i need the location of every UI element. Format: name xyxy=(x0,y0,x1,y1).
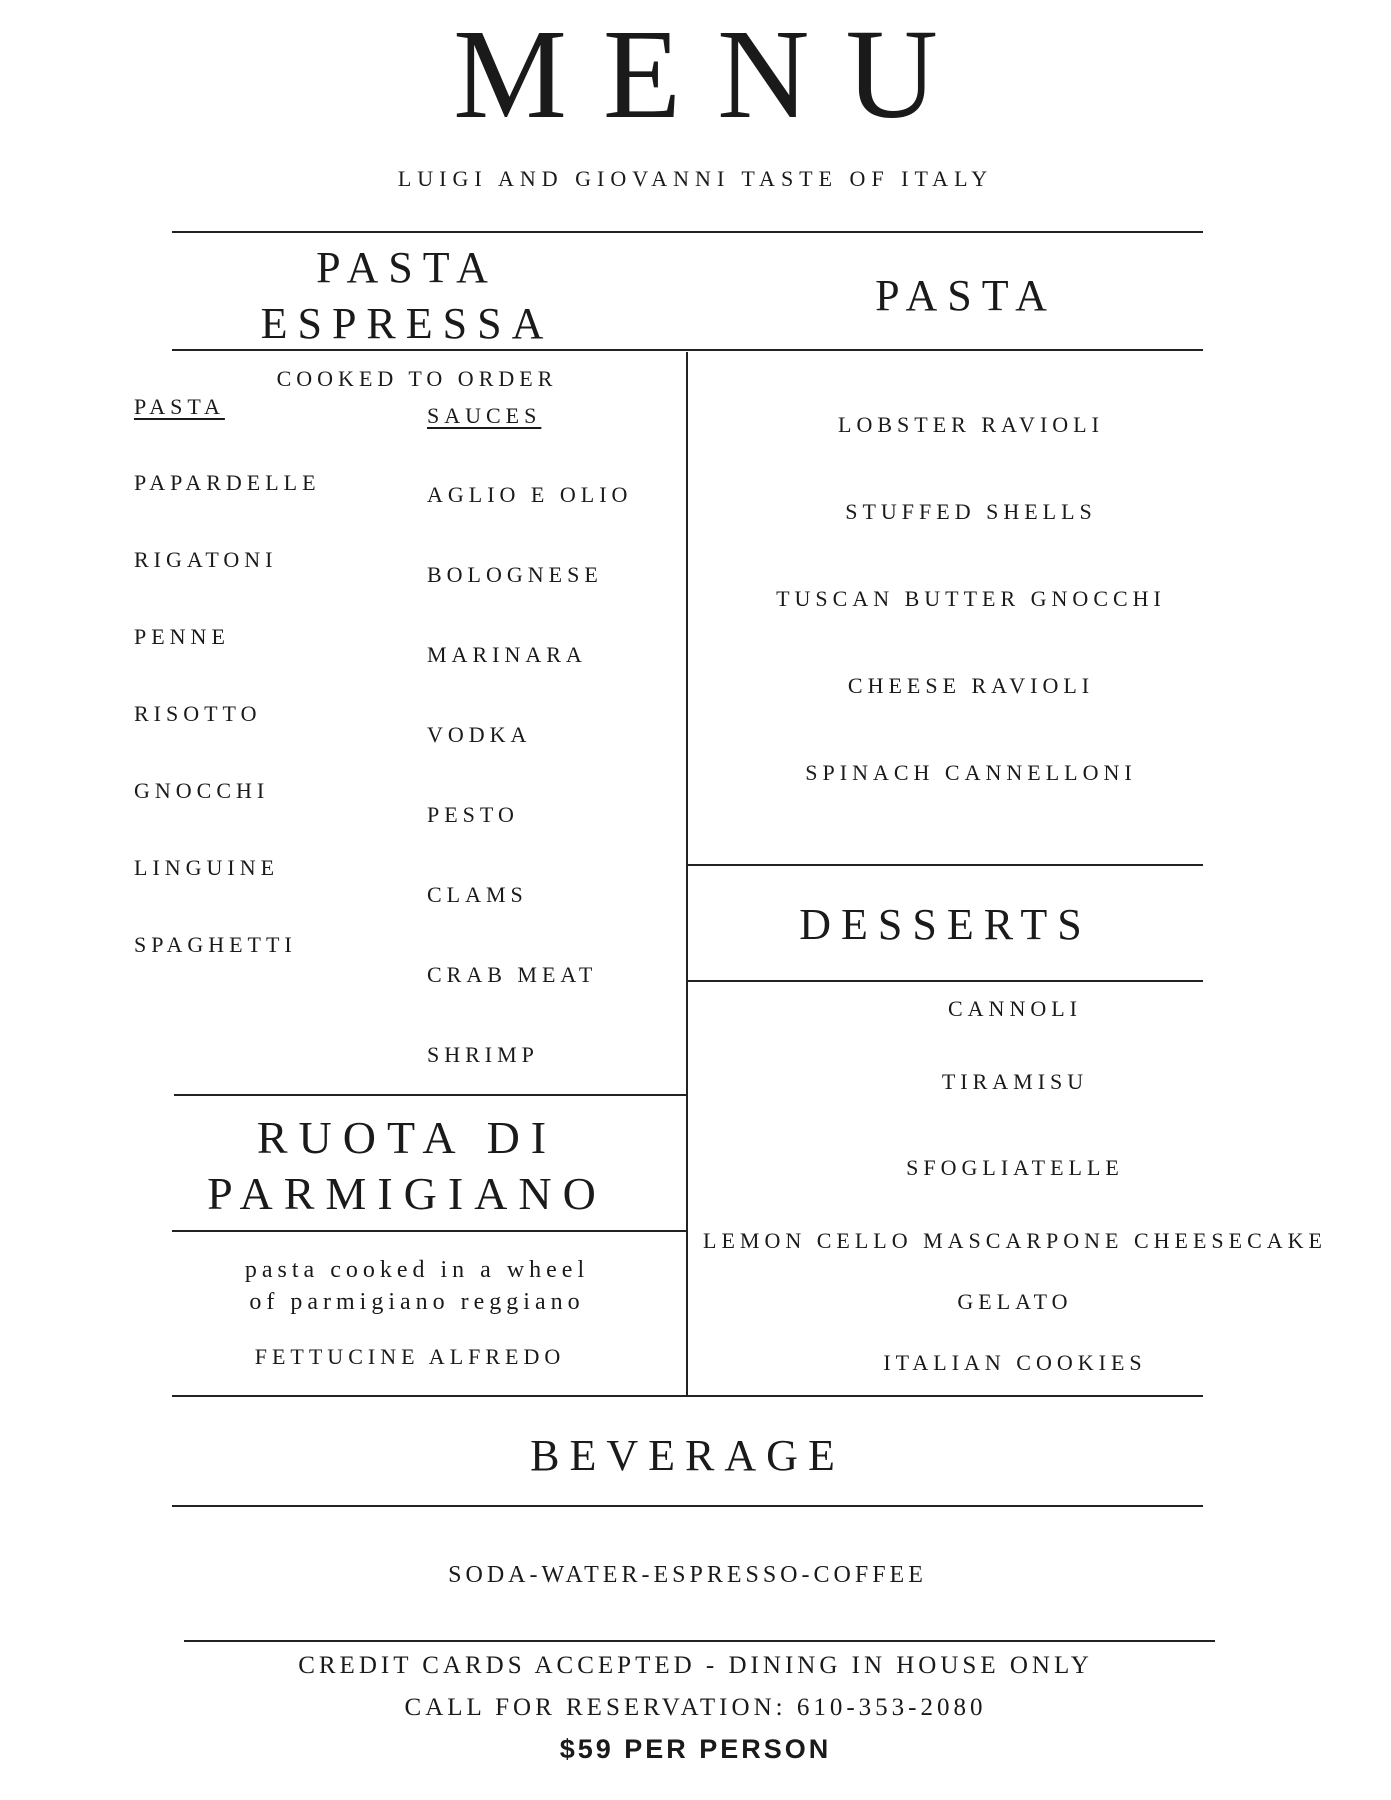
beverage-items: SODA-WATER-ESPRESSO-COFFEE xyxy=(448,1562,927,1588)
pasta-menu-item: STUFFED SHELLS xyxy=(845,499,1097,524)
pasta-item: LINGUINE xyxy=(134,855,280,880)
ruota-heading-line1: RUOTA DI xyxy=(256,1112,558,1163)
pasta-item: SPAGHETTI xyxy=(134,932,297,957)
dessert-item: CANNOLI xyxy=(948,996,1082,1021)
pasta-item: GNOCCHI xyxy=(134,778,270,803)
restaurant-name: LUIGI AND GIOVANNI TASTE OF ITALY xyxy=(397,166,994,191)
sauce-item: CRAB MEAT xyxy=(427,962,598,987)
pasta-menu-item: SPINACH CANNELLONI xyxy=(805,760,1137,785)
pasta-heading: PASTA xyxy=(875,271,1057,320)
divider-ruota-top xyxy=(174,1094,688,1096)
sauce-item: AGLIO E OLIO xyxy=(427,482,633,507)
divider-top xyxy=(172,231,1203,233)
pasta-espressa-heading-line2: ESPRESSA xyxy=(260,299,554,348)
divider-headings xyxy=(172,349,1203,351)
sauce-item: BOLOGNESE xyxy=(427,562,603,587)
price-per-person: $59 PER PERSON xyxy=(559,1734,832,1764)
pasta-menu-item: CHEESE RAVIOLI xyxy=(847,673,1095,698)
sauce-item: CLAMS xyxy=(427,882,528,907)
divider-beverage-bottom xyxy=(172,1505,1203,1507)
pasta-item: PAPARDELLE xyxy=(134,470,321,495)
dessert-item: ITALIAN COOKIES xyxy=(883,1350,1147,1375)
reservation-info: CALL FOR RESERVATION: 610-353-2080 xyxy=(404,1694,987,1721)
dessert-item: LEMON CELLO MASCARPONE CHEESECAKE xyxy=(703,1228,1327,1253)
dessert-item: SFOGLIATELLE xyxy=(906,1155,1124,1180)
dessert-item: TIRAMISU xyxy=(941,1069,1089,1094)
pasta-item: RIGATONI xyxy=(134,547,278,572)
dessert-item: GELATO xyxy=(957,1289,1073,1314)
pasta-label: PASTA xyxy=(134,394,225,419)
beverage-heading: BEVERAGE xyxy=(530,1431,845,1480)
divider-beverage-top xyxy=(172,1395,1203,1397)
menu-title: MENU xyxy=(453,3,974,145)
sauce-item: MARINARA xyxy=(427,642,587,667)
sauce-item: VODKA xyxy=(427,722,532,747)
ruota-item: FETTUCINE ALFREDO xyxy=(254,1344,566,1369)
desserts-heading: DESSERTS xyxy=(799,900,1092,949)
sauce-item: SHRIMP xyxy=(427,1042,539,1067)
sauce-item: PESTO xyxy=(427,802,519,827)
pasta-item: RISOTTO xyxy=(134,701,262,726)
payment-info: CREDIT CARDS ACCEPTED - DINING IN HOUSE ONLY xyxy=(298,1652,1093,1679)
divider-ruota-bottom xyxy=(172,1230,686,1232)
ruota-heading-line2: PARMIGIANO xyxy=(207,1168,607,1219)
divider-footer xyxy=(184,1640,1215,1642)
divider-desserts-top xyxy=(688,864,1203,866)
ruota-description-line2: of parmigiano reggiano xyxy=(249,1289,585,1315)
divider-vertical xyxy=(686,352,688,1395)
pasta-item: PENNE xyxy=(134,624,230,649)
cooked-to-order: COOKED TO ORDER xyxy=(276,366,558,391)
pasta-espressa-heading-line1: PASTA xyxy=(316,243,498,292)
sauces-label: SAUCES xyxy=(427,403,542,428)
pasta-menu-item: TUSCAN BUTTER GNOCCHI xyxy=(776,586,1166,611)
ruota-description-line1: pasta cooked in a wheel xyxy=(244,1257,590,1283)
divider-desserts-bottom xyxy=(688,980,1203,982)
pasta-menu-item: LOBSTER RAVIOLI xyxy=(838,412,1104,437)
